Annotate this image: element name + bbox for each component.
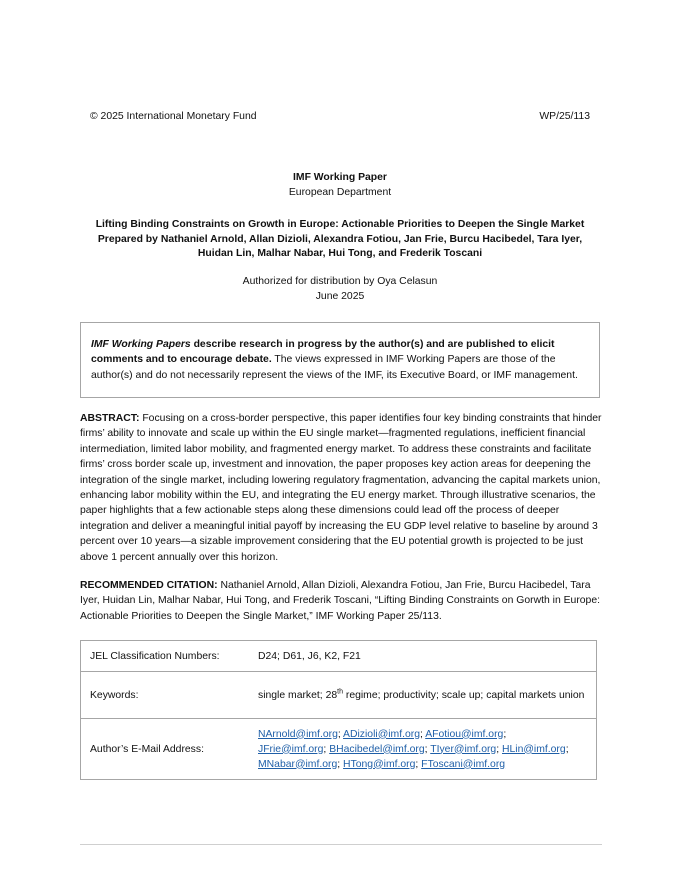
email-link-hacibedel[interactable]: BHacibedel@imf.org: [329, 743, 425, 755]
series-name: IMF Working Papers: [91, 339, 191, 350]
authorized-by: Authorized for distribution by Oya Celasun: [242, 276, 438, 287]
copyright-notice: © 2025 International Monetary Fund: [90, 111, 257, 122]
prepared-by: Prepared by Nathaniel Arnold, Allan Dizioli, Alexandra Fotiou, Jan Frie, Burcu Hacibedel, Tara Iyer, Huidan Lin, Malhar Nabar, Hui Tong, and Frederik Toscani: [97, 233, 583, 260]
keywords-label: Keywords:: [81, 672, 258, 719]
disclaimer-body: The views expressed in IMF Working Papers are those of the author(s) and do not necessarily represent the views of the IMF, its Executive Board, or IMF management.: [91, 354, 578, 381]
email-link-iyer[interactable]: TIyer@imf.org: [430, 743, 497, 755]
email-link-nabar[interactable]: MNabar@imf.org: [258, 758, 338, 770]
keywords-row: [81, 672, 597, 719]
keywords-value: [257, 672, 597, 719]
email-link-dizioli[interactable]: ADizioli@imf.org: [343, 728, 420, 740]
abstract: [80, 411, 602, 565]
email-link-arnold[interactable]: NArnold@imf.org: [258, 728, 338, 740]
email-link-frie[interactable]: JFrie@imf.org: [258, 743, 324, 755]
citation-label: RECOMMENDED CITATION:: [80, 580, 218, 591]
metadata-table: [80, 640, 597, 780]
series-title: IMF Working Paper: [293, 172, 387, 183]
email-link-toscani[interactable]: FToscani@imf.org: [421, 758, 506, 770]
citation-text: Nathaniel Arnold, Allan Dizioli, Alexandra Fotiou, Jan Frie, Burcu Hacibedel, Tara Iyer, Huidan Lin, Malhar Nabar, Hui Tong, and Frederik Toscani, “Lifting Binding Constraints on Gorwth in Europe: Actionable Priorities to Deepen the Single Market,” IMF Working Paper 25/113.: [80, 580, 601, 622]
department: European Department: [288, 187, 392, 198]
publication-date: June 2025: [315, 291, 365, 302]
disclaimer-box: [80, 322, 600, 398]
disclaimer-lead-text: describe research in progress by the author(s) and are published to elicit comments and to encourage debate.: [91, 339, 555, 366]
email-link-tong[interactable]: HTong@imf.org: [343, 758, 416, 770]
abstract-label: ABSTRACT:: [80, 413, 140, 424]
jel-label: JEL Classification Numbers:: [81, 641, 258, 672]
email-link-fotiou[interactable]: AFotiou@imf.org: [425, 728, 504, 740]
keywords-text-end: regime; productivity; scale up; capital markets union: [342, 689, 585, 701]
keywords-text-start: single market; 28: [258, 689, 338, 701]
recommended-citation: [80, 578, 602, 624]
email-label: Author’s E-Mail Address:: [81, 719, 258, 780]
keywords-superscript: th: [337, 688, 343, 696]
jel-value: D24; D61, J6, K2, F21: [257, 641, 597, 672]
jel-row: [81, 641, 597, 672]
email-row: [81, 719, 597, 780]
paper-number: WP/25/113: [539, 111, 590, 122]
footer-divider: [80, 844, 602, 845]
email-link-lin[interactable]: HLin@imf.org: [502, 743, 566, 755]
email-list: NArnold@imf.org; ADizioli@imf.org; AFotiou@imf.org; JFrie@imf.org; BHacibedel@imf.org; TIyer@imf.org; HLin@imf.org; MNabar@imf.org; HTong@imf.org; FToscani@imf.org: [257, 719, 597, 780]
paper-title-block: [80, 218, 600, 262]
paper-title: Lifting Binding Constraints on Growth in Europe: Actionable Priorities to Deepen the Single Market: [95, 219, 585, 230]
abstract-text: Focusing on a cross-border perspective, this paper identifies four key binding constraints that hinder firms’ ability to innovate and scale up within the EU single market—fragmented regulations, inefficient financial intermediation, limited labor mobility, and fragmented energy market. To address these constraints and facilitate firms’ cross border scale up, investment and innovation, the paper proposes key action areas for deepening the integration of the single market, including lowering regulatory fragmentation, advancing the capital markets union, enhancing labor mobility within the EU, and integrating the EU energy market. Through illustrative scenarios, the paper highlights that a few actionable steps along these dimensions could lead off the process of deeper integration and deliver a meaningful initial payoff by increasing the EU GDP level relative to baseline by around 3 percent over 10 years—a sizable improvement considering that the EU potential growth is projected to be just above 1 percent annually over this horizon.: [80, 413, 602, 563]
